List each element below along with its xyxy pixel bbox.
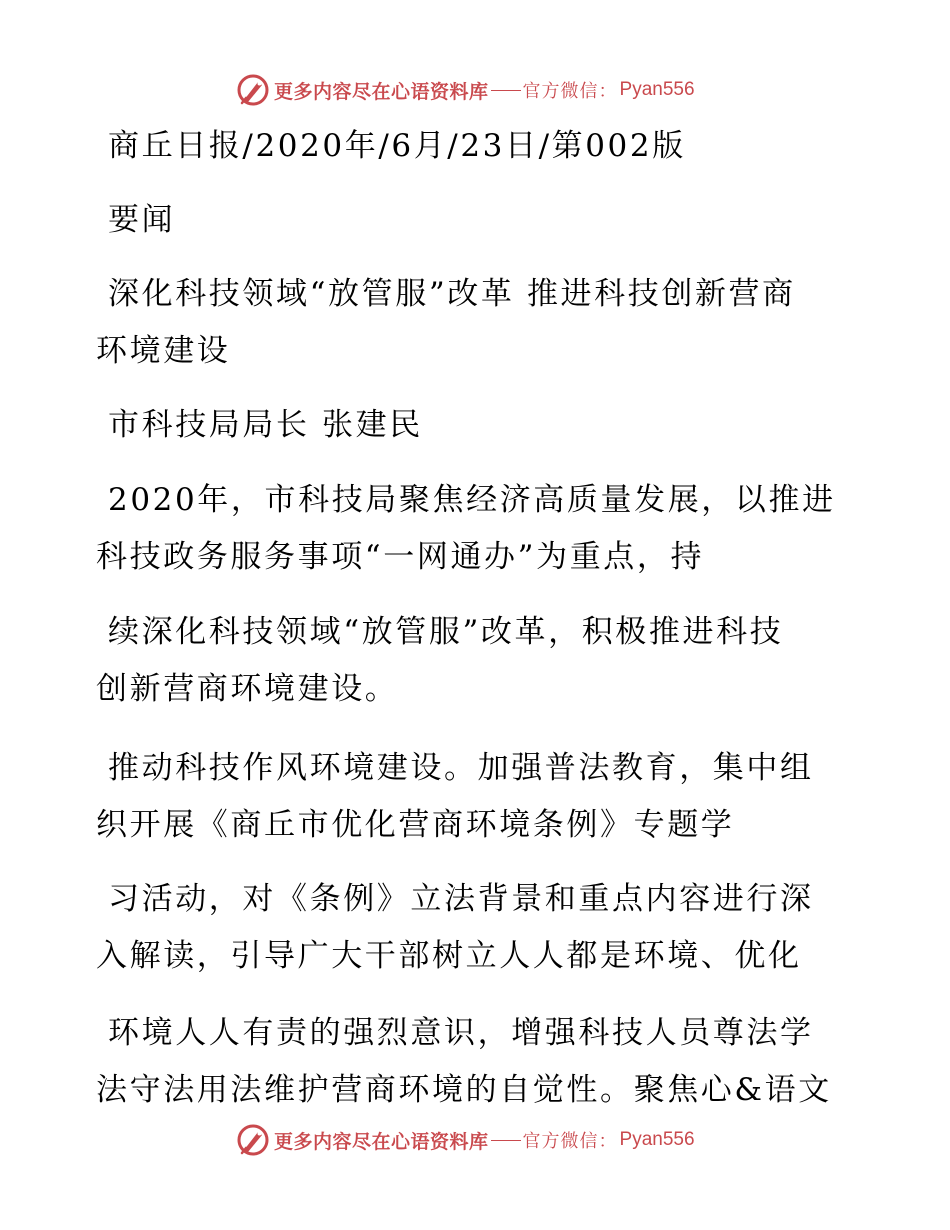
doc-body-line: 续深化科技领域“放管服”改革，积极推进科技 <box>108 614 784 650</box>
footer-watermark <box>236 1123 695 1157</box>
header-watermark <box>236 73 695 107</box>
quill-logo-icon <box>236 73 270 107</box>
watermark-wechat-id: Pyan556 <box>619 1129 695 1150</box>
doc-author-line: 市科技局局长 张建民 <box>108 407 423 443</box>
doc-body-line: 环境人人有责的强烈意识，增强科技人员尊法学 <box>108 1015 814 1051</box>
watermark-dash <box>491 1140 521 1141</box>
doc-body-line: 科技政务服务事项“一网通办”为重点，持 <box>96 539 705 575</box>
watermark-brand: 更多内容尽在心语资料库 <box>274 80 489 103</box>
doc-body-line: 织开展《商丘市优化营商环境条例》专题学 <box>96 807 735 843</box>
doc-body-line: 习活动，对《条例》立法背景和重点内容进行深 <box>108 881 814 917</box>
watermark-brand: 更多内容尽在心语资料库 <box>274 1130 489 1153</box>
watermark-wechat-label: 官方微信： <box>522 81 618 102</box>
doc-section-label: 要闻 <box>108 202 176 238</box>
doc-body-line: 2020年，市科技局聚焦经济高质量发展，以推进 <box>108 482 836 518</box>
doc-body-line: 入解读，引导广大干部树立人人都是环境、优化 <box>96 938 802 974</box>
watermark-wechat-id: Pyan556 <box>619 79 695 100</box>
quill-logo-icon <box>236 1123 270 1157</box>
doc-source-line: 商丘日报/2020年/6月/23日/第002版 <box>108 128 686 164</box>
doc-title-line-1: 深化科技领域“放管服”改革 推进科技创新营商 <box>108 276 796 312</box>
doc-body-line: 推动科技作风环境建设。加强普法教育，集中组 <box>108 750 814 786</box>
doc-body-line: 法守法用法维护营商环境的自觉性。聚焦心&语文 <box>96 1072 832 1108</box>
watermark-dash <box>491 90 521 91</box>
doc-body-line: 创新营商环境建设。 <box>96 671 399 707</box>
watermark-wechat-label: 官方微信： <box>522 1131 618 1152</box>
doc-title-line-2: 环境建设 <box>96 333 231 369</box>
